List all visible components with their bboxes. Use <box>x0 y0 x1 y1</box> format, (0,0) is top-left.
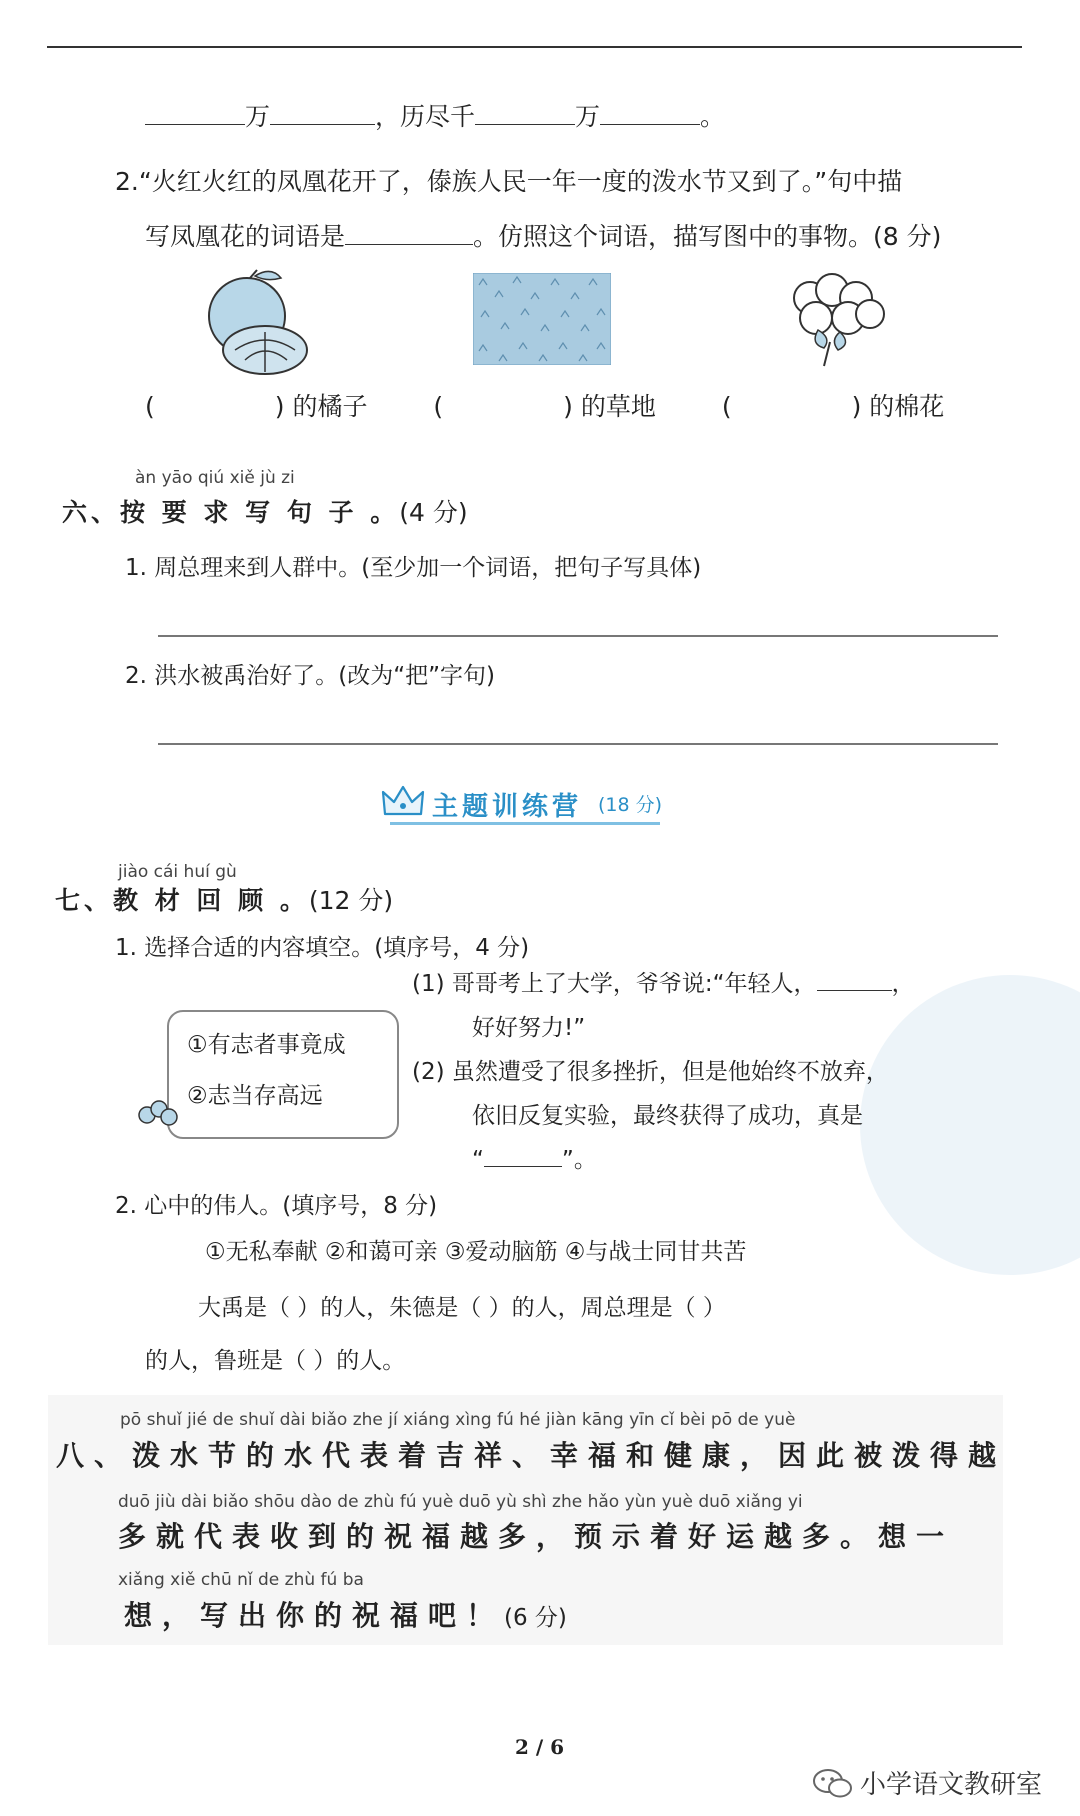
describe-row: ( ) 的橘子 ( ) 的草地 ( ) 的棉花 <box>145 392 945 421</box>
q5-2-line1: 2.“火红火红的凤凰花开了，傣族人民一年一度的泼水节又到了。”句中描 <box>115 167 903 196</box>
q2-options: ①无私奉献 ②和蔼可亲 ③爱动脑筋 ④与战士同甘共苦 <box>205 1239 747 1265</box>
sec8-line-2: 多就代表收到的祝福越多，预示着好运越多。想一 <box>118 1520 955 1553</box>
s2-line-b: 依旧反复实验，最终获得了成功，真是 <box>472 1103 863 1129</box>
s2-line-a: (2) 虽然遭受了很多挫折，但是他始终不放弃， <box>412 1059 889 1085</box>
option-2: ②志当存高远 <box>187 1083 323 1109</box>
grass-illustration <box>473 273 611 365</box>
sec6-q1: 1. 周总理来到人群中。(至少加一个词语，把句子写具体) <box>125 555 702 581</box>
answer-line-1[interactable] <box>158 635 998 637</box>
answer-paren-grass[interactable]: ( <box>433 392 444 421</box>
sec8-pinyin-1: pō shuǐ jié de shuǐ dài biǎo zhe jí xiáng xìng fú hé jiàn kāng yīn cǐ bèi pō de yuè <box>120 1410 796 1430</box>
s1-blank[interactable] <box>817 968 892 991</box>
brand-name: 小学语文教研室 <box>860 1770 1043 1800</box>
sec7-q1: 1. 选择合适的内容填空。(填序号，4 分) <box>115 935 530 961</box>
s1-line-a: (1) 哥哥考上了大学，爷爷说:“年轻人， ， <box>412 968 915 1000</box>
option-1: ①有志者事竟成 <box>187 1032 346 1058</box>
sec7-title: 七、教 材 回 顾 。(12 分) <box>55 886 394 915</box>
blank[interactable] <box>475 102 575 125</box>
sec6-q2: 2. 洪水被禹治好了。(改为“把”字句) <box>125 663 496 689</box>
wechat-icon <box>812 1766 854 1800</box>
tangerine-label: 的橘子 <box>292 392 368 421</box>
s2-blank[interactable] <box>484 1144 562 1167</box>
blank[interactable] <box>145 102 245 125</box>
q5-2-line2: 写凤凰花的词语是 。仿照这个词语，描写图中的事物。(8 分) <box>145 222 942 251</box>
watermark-seal <box>860 975 1080 1275</box>
s2-line-c: “ ”。 <box>472 1144 597 1176</box>
sec7-q2: 2. 心中的伟人。(填序号，8 分) <box>115 1193 438 1219</box>
phoenix-word-blank[interactable] <box>345 222 473 245</box>
idiom-fill-line: 万 ，历尽千 万 。 <box>145 100 725 134</box>
sec8-pinyin-2: duō jiù dài biǎo shōu dào de zhù fú yuè duō yù shì zhe hǎo yùn yuè duō xiǎng yi <box>118 1492 803 1512</box>
tangerine-illustration <box>195 268 315 378</box>
sec8-pinyin-3: xiǎng xiě chū nǐ de zhù fú ba <box>118 1570 364 1590</box>
grass-label: 的草地 <box>580 392 656 421</box>
bonus-underline <box>390 822 660 825</box>
options-box <box>167 1010 399 1139</box>
page-number: 2 / 6 <box>515 1735 565 1759</box>
answer-line-2[interactable] <box>158 743 998 745</box>
sec8-line-1: 八、泼水节的水代表着吉祥、幸福和健康，因此被泼得越 <box>56 1439 1007 1472</box>
q2-line1: 大禹是（ ）的人，朱德是（ ）的人，周总理是（ ） <box>198 1295 726 1321</box>
s1-line-b: 好好努力!” <box>472 1015 586 1041</box>
top-rule <box>47 46 1022 48</box>
answer-paren-tangerine[interactable]: ( <box>145 392 155 421</box>
q2-line2: 的人，鲁班是（ ）的人。 <box>145 1348 406 1374</box>
answer-paren-cotton[interactable]: ( <box>721 392 732 421</box>
sec7-pinyin: jiào cái huí gù <box>118 862 237 882</box>
blank[interactable] <box>270 102 375 125</box>
cotton-label: 的棉花 <box>869 392 945 421</box>
sec8-line-3: 想，写出你的祝福吧！(6 分) <box>124 1599 567 1632</box>
crown-icon <box>380 784 426 822</box>
bonus-header: 主题训练营 (18 分) <box>380 780 680 830</box>
sec6-title: 六、按 要 求 写 句 子 。(4 分) <box>62 498 468 527</box>
flower-decoration-icon <box>135 1095 181 1129</box>
blank[interactable] <box>600 102 700 125</box>
cotton-illustration <box>780 268 892 368</box>
sec6-pinyin: àn yāo qiú xiě jù zi <box>135 468 295 488</box>
